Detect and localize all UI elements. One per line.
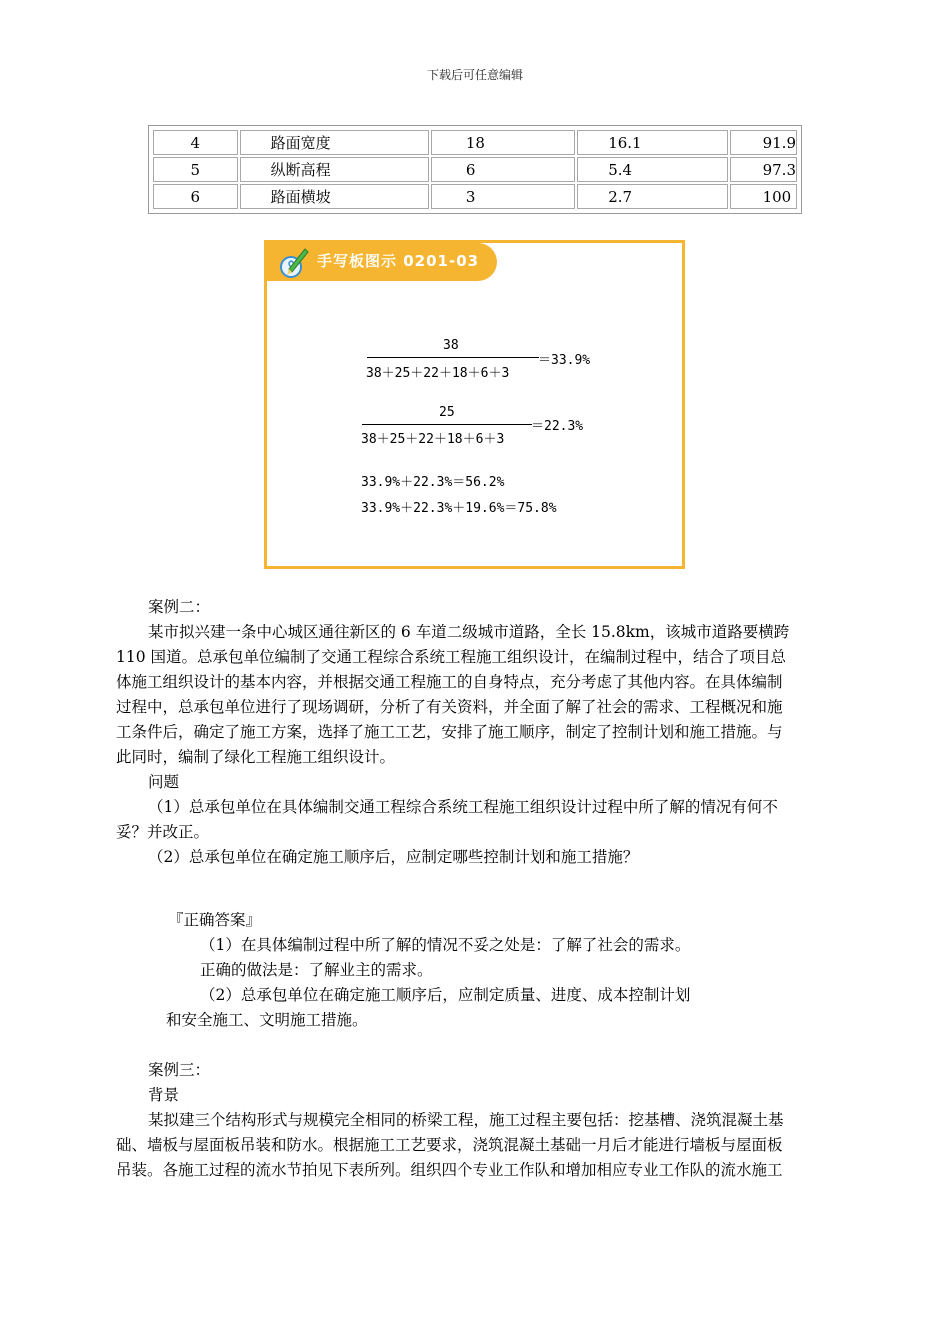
question-2: （2）总承包单位在确定施工顺序后，应制定哪些控制计划和施工措施？ <box>148 848 639 866</box>
table-cell: 5 <box>153 157 238 182</box>
formula1-numerator: 38 <box>443 338 459 353</box>
case2-heading: 案例二： <box>148 598 211 616</box>
table-cell: 16.1 <box>577 130 727 155</box>
formula1-denominator: 38＋25＋22＋18＋6＋3 <box>366 366 510 381</box>
board-title-tab <box>267 243 497 281</box>
sum-line-1: 33.9%＋22.3%＝56.2% <box>361 475 505 490</box>
case2-paragraph-line: 此同时，编制了绿化工程施工组织设计。 <box>116 748 396 766</box>
case2-paragraph-line: 某市拟兴建一条中心城区通往新区的 6 车道二级城市道路，全长 15.8km，该城市道路要横跨 <box>148 623 790 641</box>
table-row <box>153 184 797 209</box>
page-header: 下载后可任意编辑 <box>426 68 523 82</box>
case3-paragraph-line: 某拟建三个结构形式与规模完全相同的桥梁工程，施工过程主要包括：挖基槽、浇筑混凝土基 <box>148 1111 784 1129</box>
case3-subheading: 背景 <box>148 1086 180 1104</box>
data-table <box>148 125 802 214</box>
case2-paragraph-line: 过程中，总承包单位进行了现场调研，分析了有关资料，并全面了解了社会的需求、工程概况和施 <box>116 698 783 716</box>
board-title: 手写板图示 0201-03 <box>317 252 480 270</box>
table-cell: 路面横坡 <box>240 184 429 209</box>
table-cell: 18 <box>431 130 575 155</box>
answer-heading: 『正确答案』 <box>168 911 262 929</box>
question-heading: 问题 <box>148 773 180 791</box>
question-1-line-1: （1）总承包单位在具体编制交通工程综合系统工程施工组织设计过程中所了解的情况有何不 <box>148 798 778 816</box>
formula2-denominator: 38＋25＋22＋18＋6＋3 <box>361 432 505 447</box>
formula1-result: ＝33.9% <box>538 353 591 368</box>
answer-1-line-1: （1）在具体编制过程中所了解的情况不妥之处是：了解了社会的需求。 <box>200 936 691 954</box>
formula1-fraction-bar <box>367 357 539 358</box>
question-1-line-2: 妥？并改正。 <box>116 823 210 841</box>
formula2-result: ＝22.3% <box>531 419 584 434</box>
table-cell: 91.9 <box>730 130 797 155</box>
handwriting-board-figure <box>264 240 685 569</box>
case2-paragraph-line: 体施工组织设计的基本内容，并根据交通工程施工的自身特点，充分考虑了其他内容。在具体编制 <box>116 673 783 691</box>
table-cell: 纵断高程 <box>240 157 429 182</box>
case3-paragraph-line: 吊装。各施工过程的流水节拍见下表所列。组织四个专业工作队和增加相应专业工作队的流水施工 <box>116 1161 783 1179</box>
table-cell: 6 <box>431 157 575 182</box>
sum-line-2: 33.9%＋22.3%＋19.6%＝75.8% <box>361 501 557 516</box>
formula2-numerator: 25 <box>439 405 455 420</box>
table-cell: 97.3 <box>730 157 797 182</box>
case3-paragraph-line: 础、墙板与屋面板吊装和防水。根据施工工艺要求，浇筑混凝土基础一月后才能进行墙板与屋面板 <box>116 1136 783 1154</box>
case2-paragraph-line: 工条件后，确定了施工方案，选择了施工工艺，安排了施工顺序，制定了控制计划和施工措施。与 <box>116 723 783 741</box>
formula2-fraction-bar <box>362 424 532 425</box>
table-cell: 2.7 <box>577 184 727 209</box>
table-cell: 4 <box>153 130 238 155</box>
table-cell: 5.4 <box>577 157 727 182</box>
table-cell: 6 <box>153 184 238 209</box>
answer-2-line-1: （2）总承包单位在确定施工顺序后，应制定质量、进度、成本控制计划 <box>200 986 691 1004</box>
table-cell: 100 <box>730 184 797 209</box>
table-row <box>153 130 797 155</box>
answer-2-line-2: 和安全施工、文明施工措施。 <box>166 1011 368 1029</box>
pen-icon <box>275 245 311 279</box>
answer-1-line-2: 正确的做法是：了解业主的需求。 <box>200 961 433 979</box>
case3-heading: 案例三： <box>148 1061 211 1079</box>
table-cell: 3 <box>431 184 575 209</box>
case2-paragraph-line: 110 国道。总承包单位编制了交通工程综合系统工程施工组织设计，在编制过程中，结合了项目总 <box>116 648 787 666</box>
table-row <box>153 157 797 182</box>
table-cell: 路面宽度 <box>240 130 429 155</box>
